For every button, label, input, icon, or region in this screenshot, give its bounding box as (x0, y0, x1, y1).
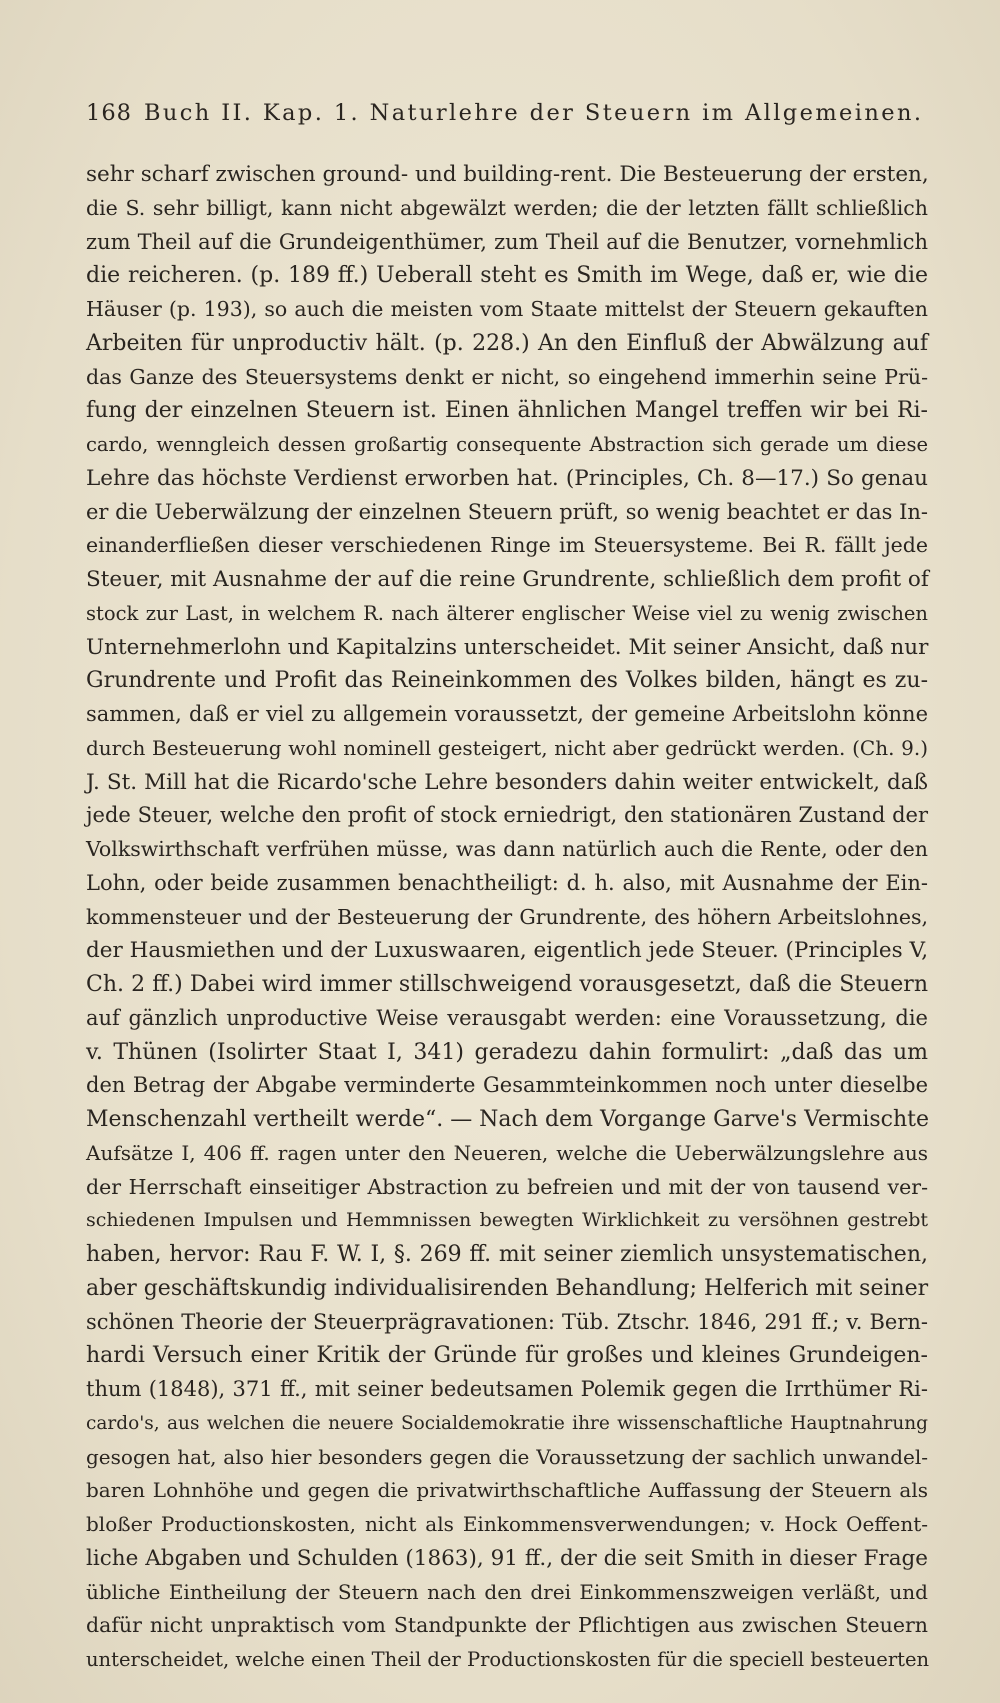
text-line: liche Abgaben und Schulden (1863), 91 ff., der die seit Smith in dieser Frage (86, 1545, 928, 1571)
text-line: thum (1848), 371 ff., mit seiner bedeutsamen Polemik gegen die Irrthümer Ri- (86, 1377, 928, 1401)
text-line: cardo's, aus welchen die neuere Socialdemokratie ihre wissenschaftliche Hauptnahrung (86, 1412, 928, 1434)
text-line: gesogen hat, also hier besonders gegen die Voraussetzung der sachlich unwandel- (86, 1444, 928, 1469)
running-title: Buch II. Kap. 1. Naturlehre der Steuern im Allgemeinen. (143, 100, 924, 126)
text-line: Häuser (p. 193), so auch die meisten vom Staate mittelst der Steuern gekauften (86, 297, 928, 321)
text-line: zum Theil auf die Grundeigenthümer, zum Theil auf die Benutzer, vornehmlich (86, 229, 928, 254)
text-line: Lehre das höchste Verdienst erworben hat. (Principles, Ch. 8—17.) So genau (86, 465, 928, 491)
text-line: dafür nicht unpraktisch vom Standpunkte der Pflichtigen aus zwischen Steuern (86, 1613, 928, 1638)
text-line: Aufsätze I, 406 ff. ragen unter den Neueren, welche die Ueberwälzungslehre aus (86, 1140, 928, 1165)
text-line: Unternehmerlohn und Kapitalzins unterscheidet. Mit seiner Ansicht, daß nur (86, 634, 929, 660)
text-line: das Ganze des Steuersystems denkt er nicht, so eingehend immerhin seine Prü- (86, 364, 928, 389)
text-line: die S. sehr billigt, kann nicht abgewälzt werden; die der letzten fällt schließlich (86, 195, 928, 220)
text-line: sehr scharf zwischen ground- und building-rent. Die Besteuerung der ersten, (86, 162, 929, 187)
text-line: der Herrschaft einseitiger Abstraction zu befreien und mit der von tausend ver- (86, 1174, 928, 1199)
text-line: schiedenen Impulsen und Hemmnissen bewegten Wirklichkeit zu versöhnen gestrebt (86, 1209, 928, 1232)
text-line: Lohn, oder beide zusammen benachtheiligt: d. h. also, mit Ausnahme der Ein- (86, 870, 928, 895)
text-line: die reicheren. (p. 189 ff.) Ueberall steht es Smith im Wege, daß er, wie die (86, 263, 928, 289)
text-line: Menschenzahl vertheilt werde“. — Nach dem Vorgange Garve's Vermischte (86, 1107, 930, 1132)
text-line: der Hausmiethen und der Luxuswaaren, eigentlich jede Steuer. (Principles V, (86, 938, 929, 964)
text-line: hardi Versuch einer Kritik der Gründe für großes und kleines Grundeigen- (86, 1343, 928, 1369)
text-line: sammen, daß er viel zu allgemein voraussetzt, der gemeine Arbeitslohn könne (86, 702, 928, 726)
text-line: den Betrag der Abgabe verminderte Gesammteinkommen noch unter dieselbe (86, 1073, 928, 1098)
text-line: v. Thünen (Isolirter Staat I, 341) geradezu dahin formulirt: „daß das um (86, 1039, 928, 1065)
text-line: durch Besteuerung wohl nominell gesteigert, nicht aber gedrückt werden. (Ch. 9.) (86, 735, 928, 760)
text-line: Volkswirthschaft verfrühen müsse, was dann natürlich auch die Rente, oder den (86, 837, 928, 861)
text-line: jede Steuer, welche den profit of stock erniedrigt, den stationären Zustand der (86, 803, 928, 828)
text-line: baren Lohnhöhe und gegen die privatwirthschaftliche Auffassung der Steuern als (86, 1478, 928, 1503)
text-line: unterscheidet, welche einen Theil der Productionskosten für die speciell besteuerten (86, 1648, 930, 1671)
text-line: cardo, wenngleich dessen großartig consequente Abstraction sich gerade um diese (86, 433, 928, 456)
text-line: Ch. 2 ff.) Dabei wird immer stillschweigend vorausgesetzt, daß die Steuern (86, 972, 928, 997)
text-line: Grundrente und Profit das Reineinkommen des Volkes bilden, hängt es zu- (86, 668, 928, 694)
page-number: 168 (86, 100, 132, 126)
page-header (86, 100, 928, 140)
text-line: einanderfließen dieser verschiedenen Ringe im Steuersysteme. Bei R. fällt jede (86, 533, 928, 558)
text-line: J. St. Mill hat die Ricardo'sche Lehre besonders dahin weiter entwickelt, daß (86, 769, 928, 795)
text-line: Steuer, mit Ausnahme der auf die reine Grundrente, schließlich dem profit of (86, 567, 929, 592)
text-line: übliche Eintheilung der Steuern nach den drei Einkommenszweigen verläßt, und (86, 1579, 928, 1604)
body-text (86, 158, 928, 1677)
text-line: auf gänzlich unproductive Weise verausgabt werden: eine Voraussetzung, die (86, 1005, 928, 1030)
text-line: bloßer Productionskosten, nicht als Einkommensverwendungen; v. Hock Oeffent- (86, 1512, 928, 1536)
text-line: stock zur Last, in welchem R. nach älterer englischer Weise viel zu wenig zwischen (86, 601, 928, 625)
text-line: aber geschäftskundig individualisirenden Behandlung; Helferich mit seiner (86, 1275, 929, 1301)
text-line: er die Ueberwälzung der einzelnen Steuern prüft, so wenig beachtet er das In- (86, 499, 928, 524)
text-line: Arbeiten für unproductiv hält. (p. 228.) An den Einfluß der Abwälzung auf (86, 330, 928, 356)
text-line: fung der einzelnen Steuern ist. Einen ähnlichen Mangel treffen wir bei Ri- (86, 398, 928, 424)
text-line: kommensteuer und der Besteuerung der Grundrente, des höhern Arbeitslohnes, (86, 904, 928, 929)
text-line: schönen Theorie der Steuerprägravationen: Tüb. Ztschr. 1846, 291 ff.; v. Bern- (86, 1309, 928, 1334)
text-line: haben, hervor: Rau F. W. I, §. 269 ff. mit seiner ziemlich unsystematischen, (86, 1242, 928, 1267)
